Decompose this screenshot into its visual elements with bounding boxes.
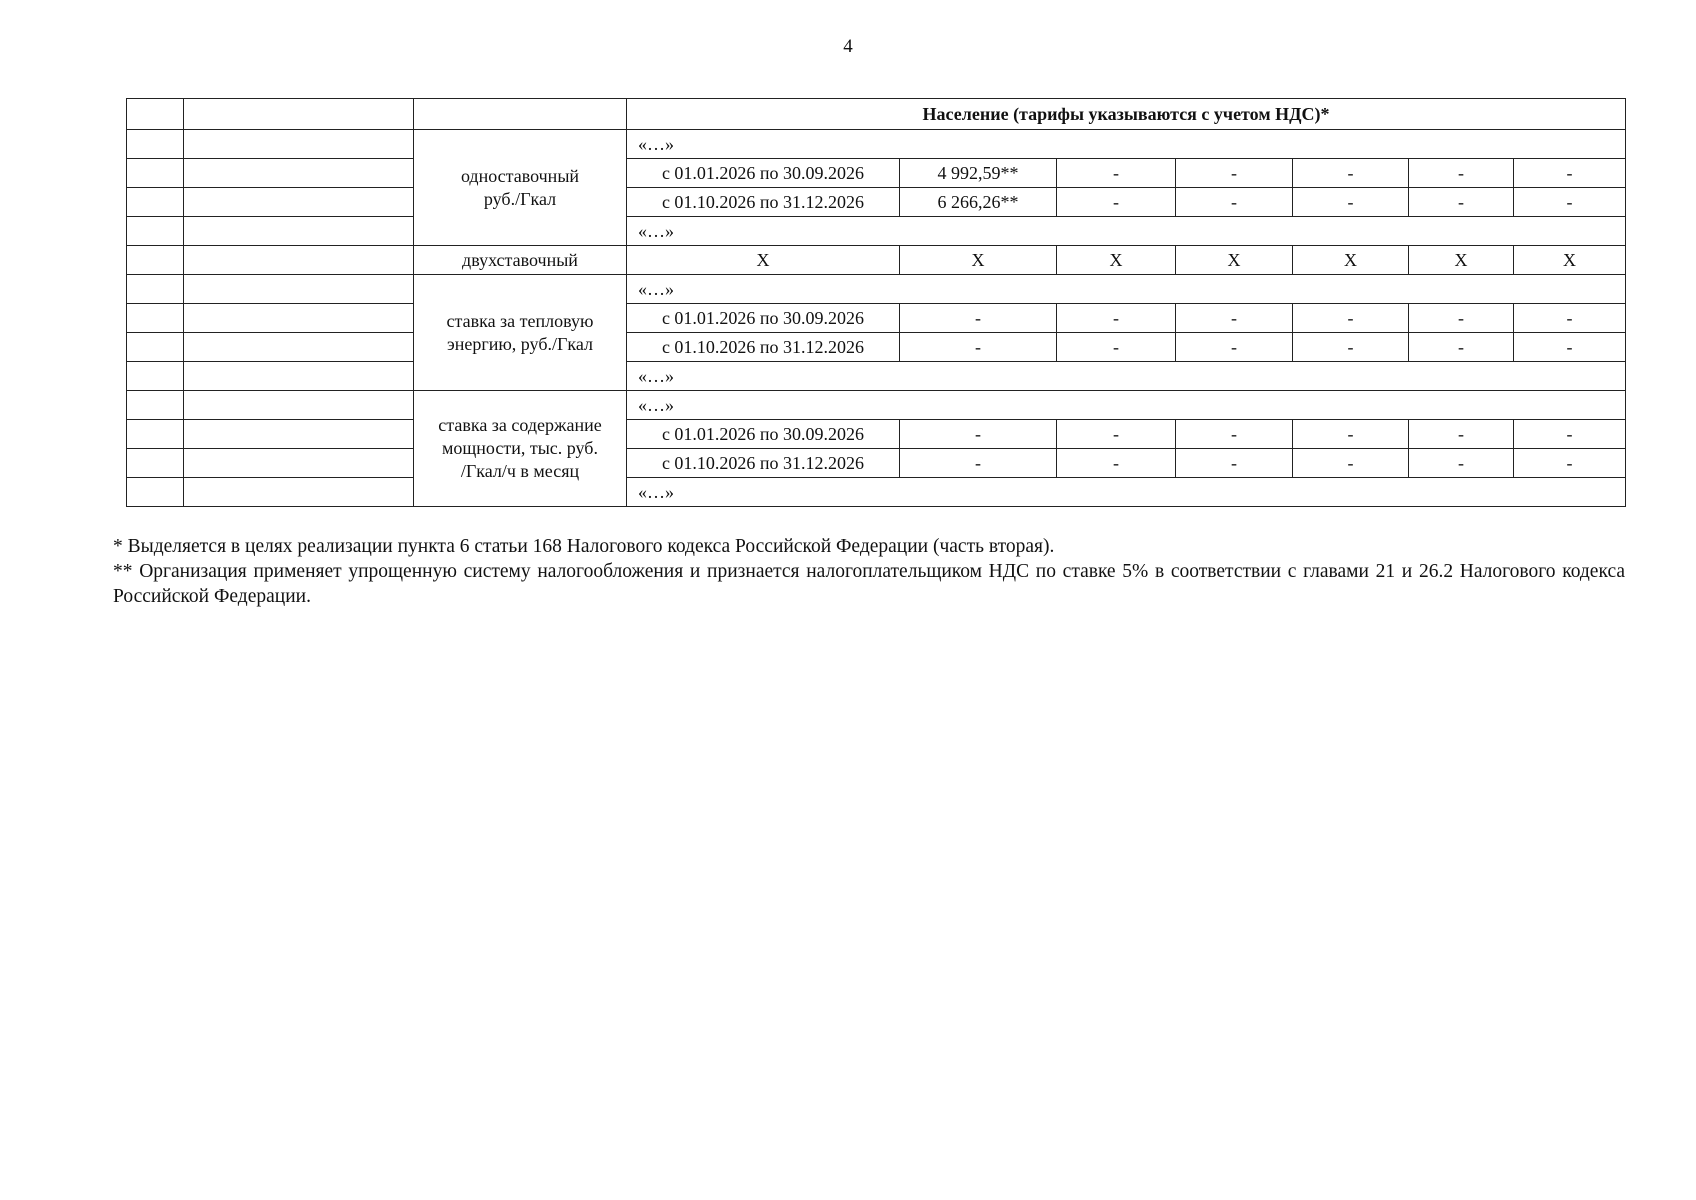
not-applicable-cell: X: [900, 246, 1057, 275]
tariff-value: -: [1057, 449, 1176, 478]
table-row: [127, 246, 1626, 275]
table-row: [127, 275, 1626, 304]
table-row: [127, 159, 1626, 188]
rate-type-label: [414, 275, 627, 391]
number-cell: [127, 217, 184, 246]
tariff-value: -: [1176, 304, 1293, 333]
name-cell: [184, 275, 414, 304]
table-row: [127, 130, 1626, 159]
period-cell: с 01.10.2026 по 31.12.2026: [627, 188, 900, 217]
name-cell: [184, 362, 414, 391]
tariff-value: -: [1057, 420, 1176, 449]
period-cell: с 01.10.2026 по 31.12.2026: [627, 333, 900, 362]
rate-type-label: [414, 391, 627, 507]
table-row: [127, 420, 1626, 449]
not-applicable-cell: X: [1057, 246, 1176, 275]
tariff-value: -: [1514, 304, 1626, 333]
rate-type-line: одноставочный: [460, 165, 580, 186]
ellipsis-row: «…»: [627, 217, 1626, 246]
page-number: 4: [843, 36, 853, 57]
table-row: [127, 478, 1626, 507]
name-cell: [184, 130, 414, 159]
not-applicable-cell: X: [1293, 246, 1409, 275]
name-cell: [184, 478, 414, 507]
name-cell: [184, 246, 414, 275]
table-row: [127, 333, 1626, 362]
tariff-value: -: [1293, 304, 1409, 333]
rate-type-cell: [414, 99, 627, 130]
tariff-value: -: [900, 420, 1057, 449]
name-cell: [184, 304, 414, 333]
name-cell: [184, 333, 414, 362]
period-cell: с 01.01.2026 по 30.09.2026: [627, 159, 900, 188]
tariff-value: -: [1514, 188, 1626, 217]
rate-type-line: мощности, тыс. руб.: [442, 438, 598, 458]
number-cell: [127, 420, 184, 449]
tariff-value: -: [1176, 159, 1293, 188]
tariff-value: -: [1293, 159, 1409, 188]
period-cell: с 01.01.2026 по 30.09.2026: [627, 304, 900, 333]
tariff-value: -: [1176, 188, 1293, 217]
rate-type-line: энергию, руб./Гкал: [446, 333, 593, 354]
table-row: [127, 449, 1626, 478]
ellipsis-row: «…»: [627, 478, 1626, 507]
tariff-value: -: [1293, 333, 1409, 362]
rate-type-label: двухставочный: [414, 246, 627, 275]
tariff-value: -: [1514, 449, 1626, 478]
number-cell: [127, 449, 184, 478]
tariff-value: -: [1409, 188, 1514, 217]
period-cell: с 01.01.2026 по 30.09.2026: [627, 420, 900, 449]
tariff-value: -: [1176, 333, 1293, 362]
name-cell: [184, 159, 414, 188]
tariff-value: -: [1057, 304, 1176, 333]
table-title: Население (тарифы указываются с учетом НДС)*: [627, 99, 1626, 130]
period-cell: с 01.10.2026 по 31.12.2026: [627, 449, 900, 478]
tariff-value: -: [1409, 420, 1514, 449]
footnote-vat: * Выделяется в целях реализации пункта 6 статьи 168 Налогового кодекса Российской Федерации (часть вторая).: [113, 536, 1055, 557]
ellipsis-row: «…»: [627, 391, 1626, 420]
rate-type-label: [414, 130, 627, 246]
tariff-value: -: [1409, 333, 1514, 362]
tariff-value: -: [1514, 333, 1626, 362]
number-cell: [127, 188, 184, 217]
name-cell: [184, 99, 414, 130]
tariff-value: -: [1514, 159, 1626, 188]
number-cell: [127, 304, 184, 333]
number-cell: [127, 333, 184, 362]
rate-type-line: руб./Гкал: [483, 188, 557, 209]
tariff-value: -: [1057, 159, 1176, 188]
tariff-value: 6 266,26**: [900, 188, 1057, 217]
not-applicable-cell: X: [1409, 246, 1514, 275]
number-cell: [127, 159, 184, 188]
table-row: [127, 391, 1626, 420]
not-applicable-cell: X: [1176, 246, 1293, 275]
number-cell: [127, 275, 184, 304]
rate-type-line: ставка за тепловую: [446, 310, 594, 331]
table-row: [127, 188, 1626, 217]
number-cell: [127, 391, 184, 420]
name-cell: [184, 217, 414, 246]
table-row: [127, 362, 1626, 391]
tariff-value: -: [1409, 304, 1514, 333]
tariff-value: -: [1057, 188, 1176, 217]
name-cell: [184, 449, 414, 478]
table-row: [127, 217, 1626, 246]
tariff-value: -: [900, 449, 1057, 478]
not-applicable-cell: X: [1514, 246, 1626, 275]
tariff-value: -: [1176, 420, 1293, 449]
tariff-value: -: [1176, 449, 1293, 478]
tariff-value: -: [1057, 333, 1176, 362]
tariff-value: -: [1514, 420, 1626, 449]
number-cell: [127, 362, 184, 391]
tariff-value: -: [1409, 159, 1514, 188]
ellipsis-row: «…»: [627, 130, 1626, 159]
tariff-value: -: [900, 304, 1057, 333]
number-cell: [127, 99, 184, 130]
table-row: [127, 304, 1626, 333]
name-cell: [184, 420, 414, 449]
tariff-value: -: [1409, 449, 1514, 478]
number-cell: [127, 478, 184, 507]
tariff-value: -: [1293, 420, 1409, 449]
tariff-table: [126, 98, 1626, 507]
rate-type-line: ставка за содержание: [438, 415, 602, 435]
tariff-value: -: [1293, 188, 1409, 217]
number-cell: [127, 130, 184, 159]
ellipsis-row: «…»: [627, 362, 1626, 391]
name-cell: [184, 391, 414, 420]
tariff-value: -: [900, 333, 1057, 362]
rate-type-line: /Гкал/ч в месяц: [460, 461, 580, 481]
ellipsis-row: «…»: [627, 275, 1626, 304]
tariff-value: 4 992,59**: [900, 159, 1057, 188]
footnote-simplified-tax: ** Организация применяет упрощенную систему налогообложения и признается налогоплательщиком НДС по ставке 5% в соответствии с главами 21 и 26.2 Налогового кодекса Российской Федерации.: [113, 561, 1625, 607]
table-row: [127, 99, 1626, 130]
not-applicable-cell: X: [627, 246, 900, 275]
name-cell: [184, 188, 414, 217]
footnotes: [113, 534, 1625, 609]
tariff-value: -: [1293, 449, 1409, 478]
number-cell: [127, 246, 184, 275]
